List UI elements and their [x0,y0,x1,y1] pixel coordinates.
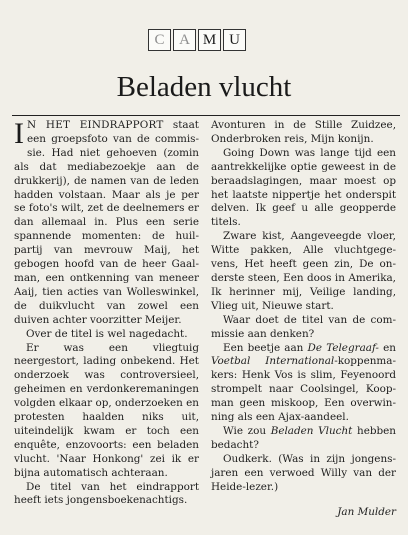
article-title: Beladen vlucht [116,71,292,103]
article-paragraph: Zware kist, Aangeveegde vloer, Witte pakken, Alle vluchtgegevens, Het heeft geen zin, De onderste steen, Een doos in Amerika, Ik herinner mij, Veilige landing, Vlieg uit, Nieuwe start. [211,230,396,312]
article-paragraph: De titel van het eindrapport heeft iets jongensboekenachtigs. [14,480,199,507]
logo-letter-a: A [173,29,196,51]
article-paragraph: Waar doet de titel van de commissie aan denken? [211,313,396,340]
article-paragraph: Avonturen in de Stille Zuidzee, Onderbroken reis, Mijn konijn. [211,119,396,145]
logo-letter-c: C [148,29,171,51]
lead-caps: N HET EINDRAPPORT [27,119,164,131]
title-divider [12,115,400,116]
article-lead-paragraph [14,119,199,328]
italic-title: Beladen Vlucht [270,424,353,437]
drop-cap: I [14,117,24,150]
article-paragraph: Er was een vliegtuig neergestort, lading onbekend. Het onderzoek was controversieel, geheimen en verdonkeremaningen volgden elkaar op, onderzoeken en protesten haalden niks uit, uiteindelijk kwam er toch een enquête, enzovoorts: een beladen vlucht. 'Naar Honkong' zei ik er bijna automatisch achteraan. [14,341,199,479]
article-paragraph: Over de titel is wel nagedacht. [26,327,188,340]
logo-letter-m: M [198,29,221,51]
article-paragraph: Going Down was lange tijd een aantrekkelijke optie geweest in de beraadslagingen, maar moest op het laatste nippertje het onderspit delven. Ik geef u alle geopperde titels. [211,146,396,229]
article-paragraph: Wie zou Beladen Vlucht hebben bedacht? [211,424,396,451]
article-column-right [211,119,396,494]
italic-title: Voetbal International [211,355,335,368]
article-column-left [14,119,199,508]
article-paragraph: Een beetje aan De Telegraaf- en Voetbal International-koppenmakers: Henk Vos is slim, Feyenoord strompelt naar Coolsingel, Koopman geen miskoop, Een overwinning als een Ajax-aandeel. [211,341,396,424]
article-paragraph: Oudkerk. (Was in zijn jongensjaren een verwoed Willy van der Heide-lezer.) [211,452,396,493]
author-signature: Jan Mulder [337,506,396,518]
lead-text: staat een groepsfoto van de commissie. Had niet gehoeven (zomin als dat mediabezoekje aan de drukkerij), de namen van de leden hadden volstaan. Maar als je per se foto's wilt, zet de deelnemers er dan allemaal in. Plus een serie spannende momenten: de huilpartij van mevrouw Maij, het gebogen hoofd van de heer Gaalman, een ontkenning van meneer Aaij, tien acties van Wolleswinkel, de duikvlucht van zowel een duiven achter voorzitter Meijer. [14,119,199,326]
camu-logo [148,29,246,51]
italic-title: De Telegraaf- [307,341,379,354]
logo-letter-u: U [223,29,246,51]
